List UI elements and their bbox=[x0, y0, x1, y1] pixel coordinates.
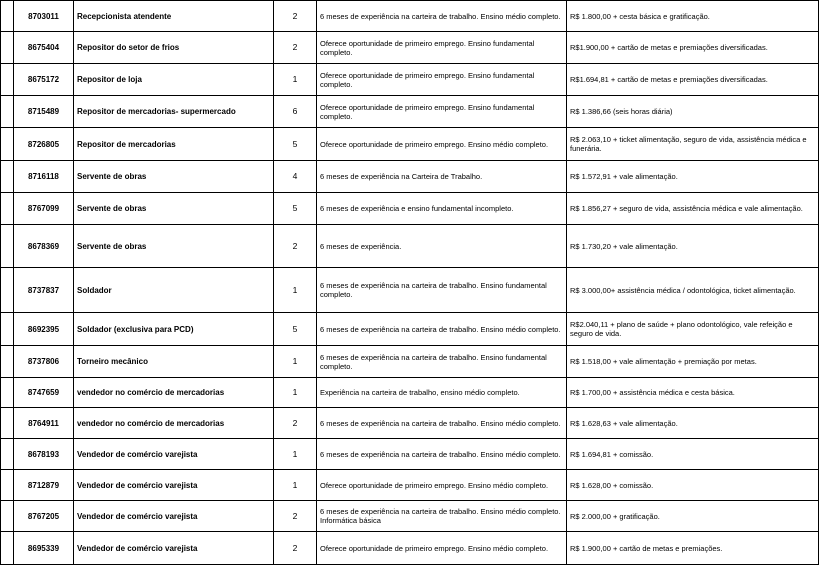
requirements-cell: Experiência na carteira de trabalho, ensino médio completo. bbox=[317, 378, 567, 408]
table-row bbox=[1, 313, 819, 346]
job-title-cell: vendedor no comércio de mercadorias bbox=[74, 378, 274, 408]
job-table-body bbox=[1, 1, 819, 565]
vacancy-count-cell: 1 bbox=[274, 378, 317, 408]
job-title-cell: Soldador (exclusiva para PCD) bbox=[74, 313, 274, 346]
job-title-cell: Repositor de loja bbox=[74, 64, 274, 96]
table-row bbox=[1, 408, 819, 439]
vacancy-count-cell: 1 bbox=[274, 268, 317, 313]
table-row bbox=[1, 193, 819, 225]
salary-cell: R$ 3.000,00+ assistência médica / odontológica, ticket alimentação. bbox=[567, 268, 819, 313]
vacancy-count-cell: 2 bbox=[274, 225, 317, 268]
salary-cell: R$ 1.730,20 + vale alimentação. bbox=[567, 225, 819, 268]
table-row bbox=[1, 532, 819, 565]
row-margin-cell bbox=[1, 32, 14, 64]
salary-cell: R$ 2.000,00 + gratificação. bbox=[567, 501, 819, 532]
salary-cell: R$ 1.800,00 + cesta básica e gratificação. bbox=[567, 1, 819, 32]
vacancy-count-cell: 1 bbox=[274, 64, 317, 96]
row-margin-cell bbox=[1, 193, 14, 225]
requirements-cell: Oferece oportunidade de primeiro emprego. Ensino médio completo. bbox=[317, 532, 567, 565]
vacancy-count-cell: 2 bbox=[274, 32, 317, 64]
job-title-cell: Torneiro mecânico bbox=[74, 346, 274, 378]
row-margin-cell bbox=[1, 161, 14, 193]
vacancy-count-cell: 2 bbox=[274, 532, 317, 565]
table-row bbox=[1, 64, 819, 96]
requirements-cell: 6 meses de experiência. bbox=[317, 225, 567, 268]
row-margin-cell bbox=[1, 64, 14, 96]
requirements-cell: Oferece oportunidade de primeiro emprego. Ensino médio completo. bbox=[317, 470, 567, 501]
vacancy-code-cell: 8675172 bbox=[14, 64, 74, 96]
job-title-cell: Servente de obras bbox=[74, 225, 274, 268]
job-title-cell: Servente de obras bbox=[74, 161, 274, 193]
requirements-cell: 6 meses de experiência na carteira de trabalho. Ensino fundamental completo. bbox=[317, 268, 567, 313]
vacancy-code-cell: 8703011 bbox=[14, 1, 74, 32]
row-margin-cell bbox=[1, 470, 14, 501]
vacancy-code-cell: 8747659 bbox=[14, 378, 74, 408]
vacancy-count-cell: 2 bbox=[274, 501, 317, 532]
salary-cell: R$ 1.628,00 + comissão. bbox=[567, 470, 819, 501]
table-row bbox=[1, 268, 819, 313]
vacancy-code-cell: 8767205 bbox=[14, 501, 74, 532]
row-margin-cell bbox=[1, 313, 14, 346]
requirements-cell: Oferece oportunidade de primeiro emprego. Ensino fundamental completo. bbox=[317, 96, 567, 128]
row-margin-cell bbox=[1, 225, 14, 268]
requirements-cell: Oferece oportunidade de primeiro emprego. Ensino médio completo. bbox=[317, 128, 567, 161]
table-row bbox=[1, 439, 819, 470]
vacancy-code-cell: 8675404 bbox=[14, 32, 74, 64]
vacancy-code-cell: 8726805 bbox=[14, 128, 74, 161]
vacancy-count-cell: 1 bbox=[274, 470, 317, 501]
table-row bbox=[1, 501, 819, 532]
vacancy-count-cell: 5 bbox=[274, 193, 317, 225]
table-row bbox=[1, 161, 819, 193]
vacancy-code-cell: 8737837 bbox=[14, 268, 74, 313]
job-title-cell: Vendedor de comércio varejista bbox=[74, 501, 274, 532]
vacancy-count-cell: 6 bbox=[274, 96, 317, 128]
table-row bbox=[1, 346, 819, 378]
requirements-cell: 6 meses de experiência na carteira de trabalho. Ensino médio completo. Informática básica bbox=[317, 501, 567, 532]
job-title-cell: Vendedor de comércio varejista bbox=[74, 439, 274, 470]
requirements-cell: 6 meses de experiência na Carteira de Trabalho. bbox=[317, 161, 567, 193]
job-title-cell: Vendedor de comércio varejista bbox=[74, 470, 274, 501]
row-margin-cell bbox=[1, 439, 14, 470]
table-row bbox=[1, 470, 819, 501]
row-margin-cell bbox=[1, 501, 14, 532]
vacancy-count-cell: 2 bbox=[274, 1, 317, 32]
table-row bbox=[1, 1, 819, 32]
salary-cell: R$ 1.628,63 + vale alimentação. bbox=[567, 408, 819, 439]
vacancy-code-cell: 8715489 bbox=[14, 96, 74, 128]
table-row bbox=[1, 128, 819, 161]
vacancy-count-cell: 5 bbox=[274, 313, 317, 346]
row-margin-cell bbox=[1, 1, 14, 32]
row-margin-cell bbox=[1, 378, 14, 408]
job-title-cell: Recepcionista atendente bbox=[74, 1, 274, 32]
vacancy-code-cell: 8764911 bbox=[14, 408, 74, 439]
table-row bbox=[1, 225, 819, 268]
row-margin-cell bbox=[1, 96, 14, 128]
salary-cell: R$ 1.900,00 + cartão de metas e premiações. bbox=[567, 532, 819, 565]
salary-cell: R$2.040,11 + plano de saúde + plano odontológico, vale refeição e seguro de vida. bbox=[567, 313, 819, 346]
requirements-cell: 6 meses de experiência na carteira de trabalho. Ensino médio completo. bbox=[317, 408, 567, 439]
requirements-cell: 6 meses de experiência na carteira de trabalho. Ensino médio completo. bbox=[317, 439, 567, 470]
requirements-cell: Oferece oportunidade de primeiro emprego. Ensino fundamental completo. bbox=[317, 64, 567, 96]
requirements-cell: 6 meses de experiência na carteira de trabalho. Ensino fundamental completo. bbox=[317, 346, 567, 378]
row-margin-cell bbox=[1, 128, 14, 161]
vacancy-count-cell: 4 bbox=[274, 161, 317, 193]
job-title-cell: Repositor de mercadorias- supermercado bbox=[74, 96, 274, 128]
vacancy-code-cell: 8767099 bbox=[14, 193, 74, 225]
requirements-cell: Oferece oportunidade de primeiro emprego. Ensino fundamental completo. bbox=[317, 32, 567, 64]
salary-cell: R$ 1.700,00 + assistência médica e cesta básica. bbox=[567, 378, 819, 408]
vacancy-code-cell: 8678369 bbox=[14, 225, 74, 268]
salary-cell: R$1.900,00 + cartão de metas e premiações diversificadas. bbox=[567, 32, 819, 64]
vacancy-code-cell: 8712879 bbox=[14, 470, 74, 501]
job-title-cell: Repositor de mercadorias bbox=[74, 128, 274, 161]
row-margin-cell bbox=[1, 268, 14, 313]
row-margin-cell bbox=[1, 532, 14, 565]
vacancy-code-cell: 8737806 bbox=[14, 346, 74, 378]
vacancy-count-cell: 2 bbox=[274, 408, 317, 439]
vacancy-code-cell: 8692395 bbox=[14, 313, 74, 346]
vacancy-code-cell: 8678193 bbox=[14, 439, 74, 470]
table-row bbox=[1, 378, 819, 408]
vacancy-count-cell: 1 bbox=[274, 346, 317, 378]
requirements-cell: 6 meses de experiência na carteira de trabalho. Ensino médio completo. bbox=[317, 313, 567, 346]
job-title-cell: vendedor no comércio de mercadorias bbox=[74, 408, 274, 439]
salary-cell: R$1.694,81 + cartão de metas e premiações diversificadas. bbox=[567, 64, 819, 96]
job-title-cell: Soldador bbox=[74, 268, 274, 313]
job-title-cell: Repositor do setor de frios bbox=[74, 32, 274, 64]
vacancy-count-cell: 1 bbox=[274, 439, 317, 470]
row-margin-cell bbox=[1, 346, 14, 378]
salary-cell: R$ 1.694,81 + comissão. bbox=[567, 439, 819, 470]
salary-cell: R$ 1.518,00 + vale alimentação + premiação por metas. bbox=[567, 346, 819, 378]
vacancy-count-cell: 5 bbox=[274, 128, 317, 161]
salary-cell: R$ 1.572,91 + vale alimentação. bbox=[567, 161, 819, 193]
requirements-cell: 6 meses de experiência e ensino fundamental incompleto. bbox=[317, 193, 567, 225]
table-row bbox=[1, 32, 819, 64]
salary-cell: R$ 1.386,66 (seis horas diária) bbox=[567, 96, 819, 128]
vacancy-code-cell: 8716118 bbox=[14, 161, 74, 193]
table-row bbox=[1, 96, 819, 128]
salary-cell: R$ 1.856,27 + seguro de vida, assistência médica e vale alimentação. bbox=[567, 193, 819, 225]
requirements-cell: 6 meses de experiência na carteira de trabalho. Ensino médio completo. bbox=[317, 1, 567, 32]
job-title-cell: Vendedor de comércio varejista bbox=[74, 532, 274, 565]
job-title-cell: Servente de obras bbox=[74, 193, 274, 225]
row-margin-cell bbox=[1, 408, 14, 439]
salary-cell: R$ 2.063,10 + ticket alimentação, seguro de vida, assistência médica e funerária. bbox=[567, 128, 819, 161]
vacancy-code-cell: 8695339 bbox=[14, 532, 74, 565]
